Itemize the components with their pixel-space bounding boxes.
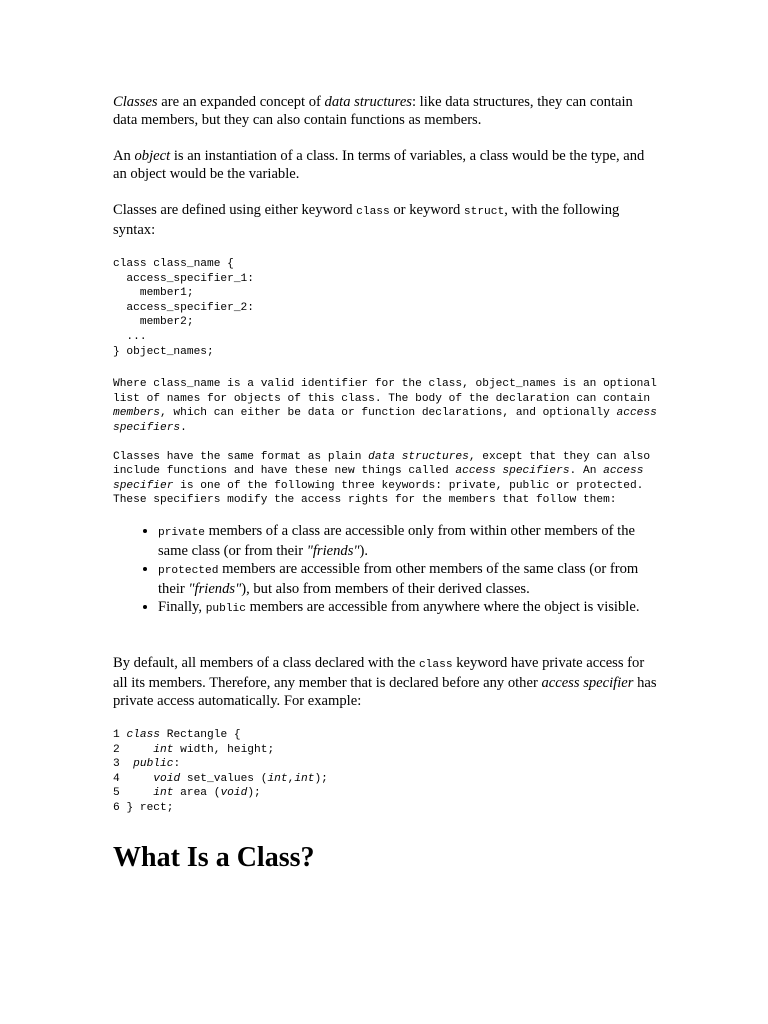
line-number: 6 bbox=[113, 801, 120, 814]
code-text: , bbox=[287, 772, 295, 785]
access-specifier-list bbox=[113, 522, 658, 618]
code-text: set_values ( bbox=[180, 772, 268, 785]
code-text: width, height; bbox=[173, 743, 275, 756]
text: is one of the following three keywords: private, public or protected. These specifiers modify the access rights for the members that follow them: bbox=[113, 479, 644, 507]
text: members are accessible from anywhere where the object is visible. bbox=[246, 598, 640, 615]
syntax-code-block: class class_name { access_specifier_1: member1; access_specifier_2: member2; ... } object_names; bbox=[113, 258, 254, 358]
term-access-specifier: access specifier bbox=[113, 465, 644, 492]
text: ), but also from members of their derived classes. bbox=[241, 580, 530, 597]
keyword-protected: protected bbox=[158, 564, 219, 577]
code-line bbox=[113, 758, 180, 770]
code-keyword: int bbox=[294, 772, 315, 785]
example-code-block bbox=[113, 728, 658, 816]
text: or keyword bbox=[389, 202, 464, 218]
text: Where class_name is a valid identifier for the class, object_names is an optional list of names for objects of this class. The body of the declaration can contain bbox=[113, 378, 657, 405]
indent bbox=[120, 744, 154, 756]
object-paragraph bbox=[113, 147, 658, 183]
line-number: 4 bbox=[113, 772, 120, 785]
line-number: 2 bbox=[113, 743, 120, 756]
text: ). bbox=[359, 542, 369, 559]
term-classes: Classes bbox=[113, 94, 158, 110]
where-paragraph bbox=[113, 377, 658, 435]
indent bbox=[120, 787, 154, 799]
keyword-class: class bbox=[418, 658, 453, 671]
code-keyword: int bbox=[153, 787, 174, 800]
text: members are accessible from other members of the same class (or from their bbox=[158, 560, 639, 597]
default-access-paragraph bbox=[113, 654, 658, 710]
term-friends: "friends" bbox=[306, 542, 360, 559]
format-paragraph bbox=[113, 450, 658, 508]
text: , except that they can also include functions and have these new things called bbox=[113, 450, 651, 478]
text: Classes have the same format as plain bbox=[113, 450, 369, 463]
code-keyword: int bbox=[267, 772, 288, 785]
code-line bbox=[113, 773, 328, 785]
document-page bbox=[113, 93, 658, 875]
code-text: Rectangle { bbox=[160, 728, 241, 741]
text: has private access automatically. For example: bbox=[113, 674, 657, 709]
term-data-structures: data structures bbox=[324, 94, 412, 110]
code-keyword: public bbox=[133, 758, 174, 771]
keyword-public: public bbox=[205, 602, 246, 615]
text: Classes are defined using either keyword bbox=[113, 202, 357, 218]
text: By default, all members of a class declared with the bbox=[113, 654, 419, 671]
list-item-public bbox=[158, 598, 658, 618]
code-line bbox=[113, 802, 173, 814]
code-keyword: void bbox=[220, 787, 248, 800]
indent bbox=[120, 758, 133, 770]
term-data-structures: data structures bbox=[368, 450, 469, 463]
line-number: 1 bbox=[113, 728, 120, 741]
syntax-intro-paragraph bbox=[113, 201, 658, 239]
term-members: members bbox=[113, 407, 160, 420]
line-number: 3 bbox=[113, 758, 120, 771]
text: , which can either be data or function declarations, and optionally bbox=[160, 407, 617, 420]
code-keyword: int bbox=[153, 743, 174, 756]
term-friends: "friends" bbox=[188, 580, 242, 597]
code-line bbox=[113, 744, 274, 756]
intro-paragraph bbox=[113, 93, 658, 129]
term-access-specifiers: access specifiers bbox=[113, 407, 657, 434]
list-item-private bbox=[158, 522, 658, 560]
text: An bbox=[113, 148, 135, 164]
text: are an expanded concept of bbox=[157, 94, 325, 110]
keyword-class: class bbox=[356, 206, 390, 218]
text: : like data structures, they can contain data members, but they can also contain functions as members. bbox=[113, 94, 633, 128]
text: is an instantiation of a class. In terms of variables, a class would be the type, and an object would be the variable. bbox=[113, 148, 645, 182]
code-line bbox=[113, 787, 261, 799]
text: , with the following syntax: bbox=[113, 202, 620, 238]
text: . bbox=[180, 421, 187, 434]
term-object: object bbox=[134, 148, 171, 164]
section-heading: What Is a Class? bbox=[113, 842, 315, 874]
keyword-private: private bbox=[158, 526, 205, 539]
text: members of a class are accessible only from within other members of the same class (or from their bbox=[158, 522, 635, 559]
code-text: area ( bbox=[173, 787, 221, 800]
list-item-protected bbox=[158, 560, 658, 598]
code-text: : bbox=[173, 758, 181, 771]
code-keyword: class bbox=[126, 728, 161, 741]
line-number: 5 bbox=[113, 787, 120, 800]
text: . An bbox=[569, 465, 604, 478]
text: Finally, bbox=[158, 598, 206, 615]
indent bbox=[120, 773, 154, 785]
code-text: ); bbox=[247, 787, 261, 800]
term-access-specifiers: access specifiers bbox=[455, 465, 570, 478]
code-text: } rect; bbox=[126, 801, 174, 814]
text: keyword have private access for all its members. Therefore, any member that is declared before any other bbox=[113, 654, 645, 691]
code-keyword: void bbox=[153, 772, 181, 785]
code-text: ); bbox=[314, 772, 328, 785]
keyword-struct: struct bbox=[463, 206, 505, 218]
code-line bbox=[113, 729, 241, 741]
term-access-specifier: access specifier bbox=[541, 674, 634, 691]
